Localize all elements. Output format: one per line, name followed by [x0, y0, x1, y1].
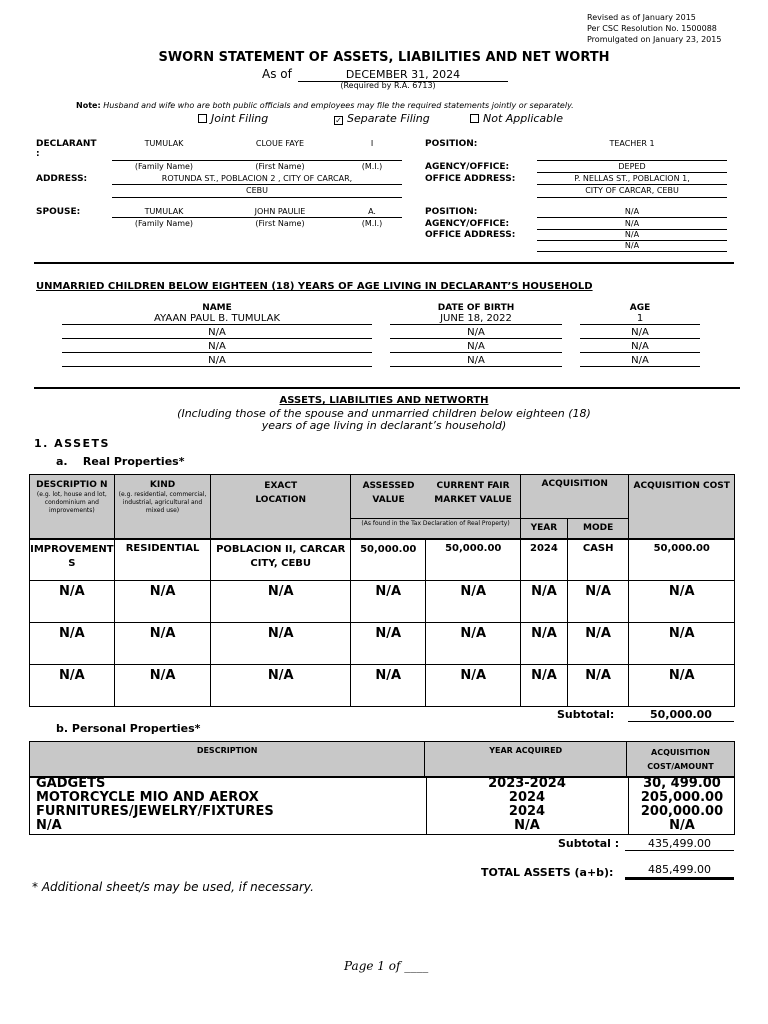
total-assets-label: TOTAL ASSETS (a+b):	[481, 866, 614, 879]
personal-cost: N/A	[669, 818, 695, 833]
child-dob: JUNE 18, 2022	[390, 313, 562, 325]
declarant-first-name: CLOUE FAYE	[255, 139, 305, 148]
child-dob: N/A	[390, 341, 562, 353]
joint-filing-option[interactable]	[198, 112, 268, 125]
address-label: ADDRESS:	[36, 174, 88, 184]
note-text: Husband and wife who are both public officials and employees may file the required statements jointly or separately.	[103, 101, 574, 110]
personal-description: MOTORCYCLE MIO AND AEROX	[36, 790, 259, 805]
cell-description: N/A	[30, 665, 115, 707]
cell-cost: N/A	[629, 581, 735, 623]
header-description-note: (e.g. lot, house and lot, condominium and improvements)	[36, 491, 107, 514]
table-header-row	[30, 742, 735, 778]
mi-caption: (M.I.)	[361, 162, 383, 171]
cell-location: N/A	[211, 581, 351, 623]
as-of-date: DECEMBER 31, 2024	[298, 68, 508, 82]
agency-label: AGENCY/OFFICE:	[425, 162, 510, 172]
list-item	[0, 327, 768, 341]
personal-year: 2024	[508, 804, 546, 819]
list-item	[0, 355, 768, 369]
agency-value: DEPED	[618, 162, 646, 171]
position-value: TEACHER 1	[609, 139, 655, 148]
cell-mode: CASH	[567, 539, 629, 581]
header-acquisition: ACQUISITION	[521, 475, 629, 519]
cell-assessed: N/A	[351, 623, 426, 665]
personal-cost: 200,000.00	[640, 804, 724, 819]
child-age: N/A	[580, 327, 700, 339]
cell-location: POBLACION II, CARCAR CITY, CEBU	[211, 539, 351, 581]
child-name: N/A	[62, 327, 372, 339]
children-section-title: UNMARRIED CHILDREN BELOW EIGHTEEN (18) YEARS OF AGE LIVING IN DECLARANT’S HOUSEHOLD	[36, 281, 593, 292]
cell-mode: N/A	[567, 665, 629, 707]
personal-properties-heading: b. Personal Properties*	[56, 722, 201, 735]
cell-year: N/A	[521, 665, 568, 707]
spouse-first-caption: (First Name)	[255, 219, 305, 228]
real-properties-table	[29, 474, 735, 707]
office-address-line1: P. NELLAS ST., POBLACION 1,	[574, 174, 690, 183]
spouse-agency-label: AGENCY/OFFICE:	[425, 219, 510, 229]
note-label: Note:	[76, 101, 101, 110]
cell-assessed: N/A	[351, 581, 426, 623]
personal-subtotal-label: Subtotal :	[558, 837, 620, 850]
address-line2: CEBU	[246, 186, 268, 195]
cell-assessed: 50,000.00	[351, 539, 426, 581]
table-row	[30, 665, 735, 707]
table-row	[30, 805, 736, 819]
personal-year: 2024	[508, 790, 546, 805]
page-number: Page 1 of ____	[344, 959, 429, 973]
cell-description: IMPROVEMENTS	[30, 539, 115, 581]
table-row	[30, 581, 735, 623]
cell-assessed: N/A	[351, 665, 426, 707]
cell-kind: N/A	[114, 665, 211, 707]
revision-line: Revised as of January 2015	[587, 13, 696, 22]
header-value-note: (As found in the Tax Declaration of Real Property)	[351, 519, 521, 539]
header-values	[351, 475, 521, 519]
table-row	[30, 791, 736, 805]
separate-filing-checkbox[interactable]: ✓	[335, 116, 342, 125]
header-mode: MODE	[567, 519, 629, 539]
header-fair-market: CURRENT FAIR MARKET VALUE	[434, 481, 512, 505]
cell-cost: N/A	[629, 665, 735, 707]
children-header-dob: DATE OF BIRTH	[437, 303, 515, 313]
children-header-name: NAME	[202, 303, 232, 313]
office-address-line2: CITY OF CARCAR, CEBU	[585, 186, 679, 195]
spouse-label: SPOUSE:	[36, 207, 81, 217]
header-description-label: DESCRIPTIO N	[36, 480, 108, 490]
children-header-age: AGE	[629, 303, 651, 313]
declarant-mi: I	[370, 139, 374, 148]
personal-description: FURNITURES/JEWELRY/FIXTURES	[36, 804, 274, 819]
personal-description: N/A	[36, 818, 62, 833]
header-kind-label: KIND	[149, 480, 176, 490]
cell-cost: N/A	[629, 623, 735, 665]
declarant-family-name: TUMULAK	[144, 139, 184, 148]
real-properties-heading: a. Real Properties*	[56, 455, 185, 468]
alnw-subtitle-line2: years of age living in declarant’s household)	[261, 419, 507, 432]
declarant-label: DECLARANT	[36, 139, 97, 149]
required-by: (Required by R.A. 6713)	[340, 81, 436, 90]
cell-location: N/A	[211, 623, 351, 665]
cell-mode: N/A	[567, 623, 629, 665]
personal-properties-table	[29, 741, 735, 778]
child-dob: N/A	[390, 355, 562, 367]
not-applicable-option[interactable]	[470, 112, 563, 125]
total-assets-value: 485,499.00	[625, 863, 734, 880]
assets-heading: 1. ASSETS	[34, 437, 110, 450]
position-label: POSITION:	[425, 139, 478, 149]
spouse-family-name: TUMULAK	[144, 207, 184, 216]
child-age: N/A	[580, 355, 700, 367]
spouse-mi-caption: (M.I.)	[361, 219, 383, 228]
table-row	[30, 776, 736, 791]
cell-kind: N/A	[114, 581, 211, 623]
cell-fair-market: N/A	[426, 581, 521, 623]
child-name: N/A	[62, 355, 372, 367]
header-location: EXACT LOCATION	[211, 475, 351, 539]
cell-fair-market: 50,000.00	[426, 539, 521, 581]
personal-header-cost: ACQUISITION COST/AMOUNT	[627, 742, 735, 778]
cell-year: 2024	[521, 539, 568, 581]
revision-line: Per CSC Resolution No. 1500088	[587, 24, 717, 33]
personal-cost: 30, 499.00	[643, 776, 721, 791]
family-name-caption: (Family Name)	[134, 162, 194, 171]
list-item	[0, 313, 768, 327]
header-assessed: ASSESSED VALUE	[362, 481, 415, 505]
footnote: * Additional sheet/s may be used, if necessary.	[32, 880, 314, 894]
cell-description: N/A	[30, 581, 115, 623]
spouse-family-caption: (Family Name)	[134, 219, 194, 228]
table-row	[30, 539, 735, 581]
header-acq-cost: ACQUISITION COST	[629, 475, 735, 539]
list-item	[0, 341, 768, 355]
office-address-label: OFFICE ADDRESS:	[425, 174, 516, 184]
spouse-agency-value: N/A	[624, 219, 640, 228]
cell-year: N/A	[521, 623, 568, 665]
joint-filing-label: Joint Filing	[211, 112, 269, 125]
table-header-row	[30, 475, 735, 519]
cell-location: N/A	[211, 665, 351, 707]
child-dob: N/A	[390, 327, 562, 339]
real-subtotal-value: 50,000.00	[628, 708, 734, 722]
cell-kind: N/A	[114, 623, 211, 665]
separate-filing-option[interactable]	[334, 112, 430, 125]
alnw-title: ASSETS, LIABILITIES AND NETWORTH	[279, 395, 489, 406]
alnw-subtitle-line1: (Including those of the spouse and unmarried children below eighteen (18)	[177, 407, 591, 420]
header-description	[30, 475, 115, 539]
spouse-position-value: N/A	[624, 207, 640, 216]
joint-filing-checkbox[interactable]	[198, 114, 207, 123]
first-name-caption: (First Name)	[255, 162, 305, 171]
spouse-office-address-line1: N/A	[624, 230, 640, 239]
header-year: YEAR	[521, 519, 568, 539]
cell-year: N/A	[521, 581, 568, 623]
header-kind	[114, 475, 211, 539]
table-row	[30, 623, 735, 665]
spouse-position-label: POSITION:	[425, 207, 478, 217]
child-name: N/A	[62, 341, 372, 353]
personal-header-year: YEAR ACQUIRED	[425, 742, 627, 778]
personal-year: 2023-2024	[488, 776, 566, 791]
spouse-first-name: JOHN PAULIE	[254, 207, 306, 216]
declarant-colon: :	[36, 149, 40, 159]
personal-header-description: DESCRIPTION	[30, 742, 425, 778]
address-line1: ROTUNDA ST., POBLACION 2 , CITY OF CARCAR,	[161, 174, 353, 183]
child-name: AYAAN PAUL B. TUMULAK	[62, 313, 372, 325]
personal-rows	[29, 776, 735, 834]
cell-mode: N/A	[567, 581, 629, 623]
revision-block	[587, 12, 721, 45]
not-applicable-label: Not Applicable	[483, 112, 563, 125]
header-kind-note: (e.g. residential, commercial, industrial, agricultural and mixed use)	[118, 491, 207, 514]
cell-kind: RESIDENTIAL	[114, 539, 211, 581]
spouse-office-address-line2: N/A	[624, 241, 640, 250]
separate-filing-label: Separate Filing	[347, 112, 430, 125]
cell-description: N/A	[30, 623, 115, 665]
child-age: 1	[580, 313, 700, 325]
real-subtotal-label: Subtotal:	[557, 708, 615, 721]
table-row	[30, 819, 736, 834]
cell-cost: 50,000.00	[629, 539, 735, 581]
spouse-office-address-label: OFFICE ADDRESS:	[425, 230, 516, 240]
personal-cost: 205,000.00	[640, 790, 724, 805]
personal-subtotal-value: 435,499.00	[625, 837, 734, 851]
personal-year: N/A	[514, 818, 540, 833]
page-title: SWORN STATEMENT OF ASSETS, LIABILITIES AND NET WORTH	[158, 50, 610, 65]
note	[76, 101, 574, 110]
cell-fair-market: N/A	[426, 665, 521, 707]
revision-line: Promulgated on January 23, 2015	[587, 35, 722, 44]
spouse-mi: A.	[368, 207, 376, 216]
cell-fair-market: N/A	[426, 623, 521, 665]
not-applicable-checkbox[interactable]	[470, 114, 479, 123]
as-of-label: As of	[262, 67, 292, 81]
personal-description: GADGETS	[36, 776, 106, 791]
child-age: N/A	[580, 341, 700, 353]
